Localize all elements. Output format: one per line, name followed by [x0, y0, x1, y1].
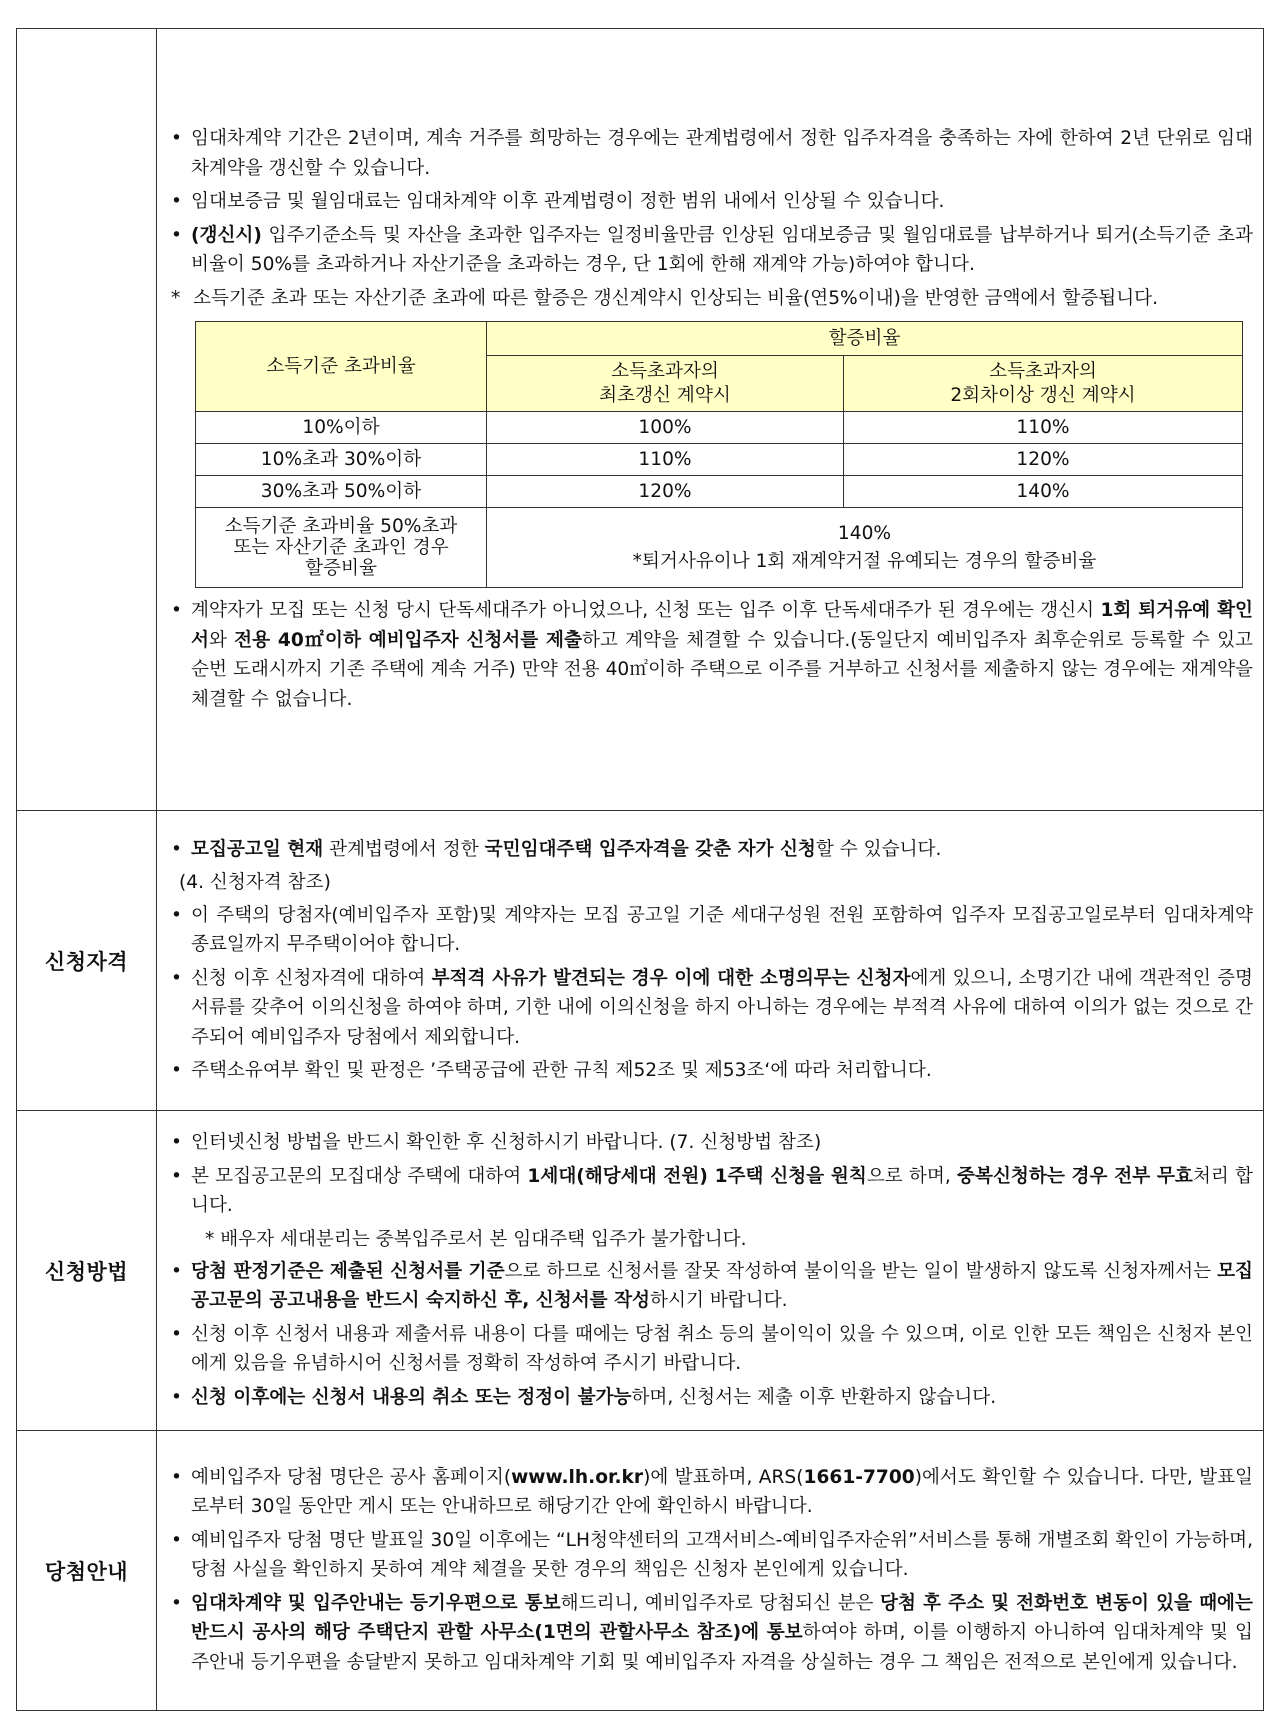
text-run: )에 발표하며, ARS(: [643, 1466, 804, 1488]
bullet-item: [169, 1526, 1253, 1585]
bullet-item: [169, 1383, 1253, 1413]
text-run: 인터넷신청 방법을 반드시 확인한 후 신청하시기 바랍니다. (7. 신청방법 참조): [191, 1132, 822, 1153]
bullet-marker: •: [171, 838, 182, 860]
bullet-marker: •: [171, 1592, 182, 1614]
col-header-first-renewal: 소득초과자의 최초갱신 계약시: [487, 356, 844, 412]
table-cell: 10%초과 30%이하: [196, 444, 487, 476]
text-run: 본 모집공고문의 모집대상 주택에 대하여: [191, 1165, 528, 1187]
text-run: 처리 합니다.: [191, 1165, 1253, 1216]
text-run: (4. 신청자격 참조): [179, 872, 331, 893]
section-winner-notice: [17, 1431, 1264, 1711]
bullet-item: [169, 221, 1253, 280]
bullet-item: [169, 124, 1253, 183]
emphasis-text: 모집공고문의 공고내용을 반드시 숙지하신 후, 신청서를 작성: [191, 1260, 1253, 1311]
bullet-marker: •: [171, 600, 182, 621]
bullet-item: [169, 1463, 1253, 1522]
bullet-marker: •: [171, 1165, 182, 1187]
table-cell: 120%: [844, 444, 1243, 476]
text-run: 예비입주자 당첨 명단 발표일 30일 이후에는 “LH청약센터의 고객서비스-예비입주자순위”서비스를 통해 개별조회 확인이 가능하며, 당첨 사실을 확인하지 못하여 계약 체결을 못한 경우의 책임은 신청자 본인에게 있습니다.: [191, 1529, 1253, 1581]
bullet-item: [169, 1257, 1253, 1316]
emphasis-text: 국민임대주택 입주자격을 갖춘 자가 신청: [484, 838, 816, 860]
text-run: 주택소유여부 확인 및 판정은 ’주택공급에 관한 규칙 제52조 및 제53조‘에 따라 처리합니다.: [191, 1060, 932, 1081]
text-run: 하여야 하며, 이를 이행하지 아니하여 임대차계약 및 입주안내 등기우편을 송달받지 못하고 임대차계약 기회 및 예비입주자 자격을 상실하는 경우 그 책임은 전적으로 본인에게 있습니다.: [191, 1622, 1253, 1673]
text-run: 신청 이후 신청서 내용과 제출서류 내용이 다를 때에는 당첨 취소 등의 불이익이 있을 수 있으며, 이로 인한 모든 책임은 신청자 본인에게 있음을 유념하시어 신청서를 정확히 작성하여 주시기 바랍니다.: [191, 1323, 1253, 1374]
text-run: 하며, 신청서는 제출 이후 반환하지 않습니다.: [631, 1386, 997, 1408]
bullet-marker: •: [171, 1323, 182, 1345]
bullet-item: [169, 901, 1253, 960]
col-header-surcharge-group: 할증비율: [487, 322, 1243, 356]
bullet-item: [169, 964, 1253, 1053]
table-cell: 140% *퇴거사유이나 1회 재계약거절 유예되는 경우의 할증비율: [487, 508, 1243, 588]
text-run: 관계법령에서 정한: [323, 838, 485, 860]
section-label-winner-notice: 당첨안내: [17, 1431, 157, 1711]
bullet-item: [169, 1056, 1253, 1086]
text-run: 해드리니, 예비입주자로 당첨되신 분은: [560, 1592, 881, 1614]
bullet-item: [169, 596, 1253, 714]
emphasis-text: 당첨 판정기준은 제출된 신청서를 기준: [191, 1260, 505, 1282]
text-run: )에서도 확인할 수 있습니다. 다만, 발표일로부터 30일 동안만 게시 또는 안내하므로 해당기간 안에 확인하시 바랍니다.: [191, 1466, 1254, 1518]
bullet-marker: •: [171, 1260, 182, 1282]
table-row: [196, 412, 1243, 444]
emphasis-text: 1회 퇴거유예 확인서: [191, 600, 1253, 651]
bullet-marker: •: [171, 191, 182, 212]
emphasis-text: 1세대(해당세대 전원) 1주택 신청을 원칙: [527, 1165, 867, 1187]
emphasis-text: 모집공고일 현재: [191, 838, 324, 860]
application-method-items: [169, 1128, 1253, 1412]
eligibility-items: [169, 835, 1253, 1086]
bullet-marker: •: [171, 904, 182, 926]
contract-items-b: [169, 596, 1253, 714]
emphasis-text: 1661-7700: [803, 1466, 915, 1488]
emphasis-text: 전용 40㎡이하 예비입주자 신청서를 제출: [234, 629, 582, 651]
notice-table: [16, 28, 1264, 1711]
emphasis-text: 당첨 후 주소 및 전화번호 변동이 있을 때에는 반드시 공사의 해당 주택단지 관할 사무소(1면의 관할사무소 참조)에 통보: [191, 1592, 1253, 1644]
text-item: [169, 1225, 1253, 1254]
bullet-marker: •: [171, 1529, 182, 1551]
contract-items-a: [169, 124, 1253, 313]
table-row: [196, 476, 1243, 508]
text-run: 으로 하며,: [866, 1165, 958, 1187]
emphasis-text: 중복신청하는 경우 전부 무효: [957, 1165, 1193, 1187]
section-label: [17, 29, 157, 811]
table-cell: 30%초과 50%이하: [196, 476, 487, 508]
table-cell: 소득기준 초과비율 50%초과 또는 자산기준 초과인 경우 할증비율: [196, 508, 487, 588]
emphasis-text: (갱신시): [191, 224, 262, 246]
table-row: [196, 508, 1243, 588]
text-run: 예비입주자 당첨 명단은 공사 홈페이지(: [191, 1466, 512, 1488]
table-cell: 110%: [487, 444, 844, 476]
bullet-item: [169, 1589, 1253, 1678]
text-run: 으로 하므로 신청서를 잘못 작성하여 불이익을 받는 일이 발생하지 않도록 신청자께서는: [504, 1260, 1218, 1282]
notice-frame: [16, 28, 1264, 1711]
bullet-item: [169, 1320, 1253, 1379]
table-cell: 120%: [487, 476, 844, 508]
section-application-method: [17, 1111, 1264, 1431]
bullet-item: [169, 1128, 1253, 1158]
text-run: 계약자가 모집 또는 신청 당시 단독세대주가 아니었으나, 신청 또는 입주 이후 단독세대주가 된 경우에는 갱신시: [191, 600, 1101, 621]
table-cell: 140%: [844, 476, 1243, 508]
text-run: 소득기준 초과 또는 자산기준 초과에 따른 할증은 갱신계약시 인상되는 비율(연5%이내)을 반영한 금액에서 할증됩니다.: [193, 287, 1159, 309]
bullet-marker: •: [171, 128, 182, 149]
surcharge-table: [195, 321, 1243, 588]
emphasis-text: 신청 이후에는 신청서 내용의 취소 또는 정정이 불가능: [191, 1386, 632, 1408]
note-item: [169, 284, 1253, 314]
table-cell: 10%이하: [196, 412, 487, 444]
section-label-eligibility: 신청자격: [17, 811, 157, 1111]
bullet-marker: *: [171, 287, 181, 309]
text-run: * 배우자 세대분리는 중복입주로서 본 임대주택 입주가 불가합니다.: [205, 1228, 747, 1250]
col-header-income-ratio: 소득기준 초과비율: [196, 322, 487, 412]
text-run: 임대차계약 기간은 2년이며, 계속 거주를 희망하는 경우에는 관계법령에서 정한 입주자격을 충족하는 자에 한하여 2년 단위로 임대차계약을 갱신할 수 있습니다.: [191, 128, 1253, 179]
text-run: 와: [208, 629, 235, 651]
text-run: 하고 계약을 체결할 수 있습니다.(동일단지 예비입주자 최후순위로 등록할 수 있고 순번 도래시까지 기존 주택에 계속 거주) 만약 전용 40㎡이하 주택으로 이주를 거부하고 신청서를 제출하지 않는 경우에는 재계약을 체결할 수 없습니다.: [191, 629, 1253, 710]
col-header-second-renewal: 소득초과자의 2회차이상 갱신 계약시: [844, 356, 1243, 412]
bullet-marker: •: [171, 1132, 182, 1153]
bullet-marker: •: [171, 1466, 182, 1488]
table-cell: 100%: [487, 412, 844, 444]
bullet-item: [169, 835, 1253, 865]
winner-notice-items: [169, 1463, 1253, 1678]
text-run: 할 수 있습니다.: [815, 838, 942, 860]
text-run: 입주기준소득 및 자산을 초과한 입주자는 일정비율만큼 인상된 임대보증금 및 월임대료를 납부하거나 퇴거(소득기준 초과비율이 50%를 초과하거나 자산기준을 초과하는 경우, 단 1회에 한해 재계약 가능)하여야 합니다.: [191, 224, 1253, 275]
section-eligibility: [17, 811, 1264, 1111]
emphasis-text: 임대차계약 및 입주안내는 등기우편으로 통보: [191, 1592, 561, 1614]
section-contract: [17, 29, 1264, 811]
bullet-item: [169, 187, 1253, 217]
text-run: 신청 이후 신청자격에 대하여: [191, 967, 432, 989]
bullet-marker: •: [171, 967, 182, 989]
bullet-marker: •: [171, 1386, 182, 1408]
table-cell: 110%: [844, 412, 1243, 444]
text-item: [169, 868, 1253, 898]
emphasis-text: www.lh.or.kr: [511, 1466, 644, 1488]
text-run: 에게 있으니, 소명기간 내에 객관적인 증명서류를 갖추어 이의신청을 하여야 하며, 기한 내에 이의신청을 하지 아니하는 경우에는 부적격 사유에 대하여 이의가 없는 것으로 간주되어 예비입주자 당첨에서 제외합니다.: [191, 967, 1253, 1048]
emphasis-text: 부적격 사유가 발견되는 경우 이에 대한 소명의무는 신청자: [431, 967, 911, 989]
table-row: [196, 444, 1243, 476]
section-label-application-method: 신청방법: [17, 1111, 157, 1431]
bullet-marker: •: [171, 1060, 182, 1081]
text-run: 임대보증금 및 월임대료는 임대차계약 이후 관계법령이 정한 범위 내에서 인상될 수 있습니다.: [191, 191, 945, 212]
text-run: 하시기 바랍니다.: [650, 1290, 788, 1311]
text-run: 이 주택의 당첨자(예비입주자 포함)및 계약자는 모집 공고일 기준 세대구성원 전원 포함하여 입주자 모집공고일로부터 임대차계약 종료일까지 무주택이어야 합니다.: [191, 904, 1253, 955]
bullet-item: [169, 1162, 1253, 1221]
bullet-marker: •: [171, 224, 182, 246]
